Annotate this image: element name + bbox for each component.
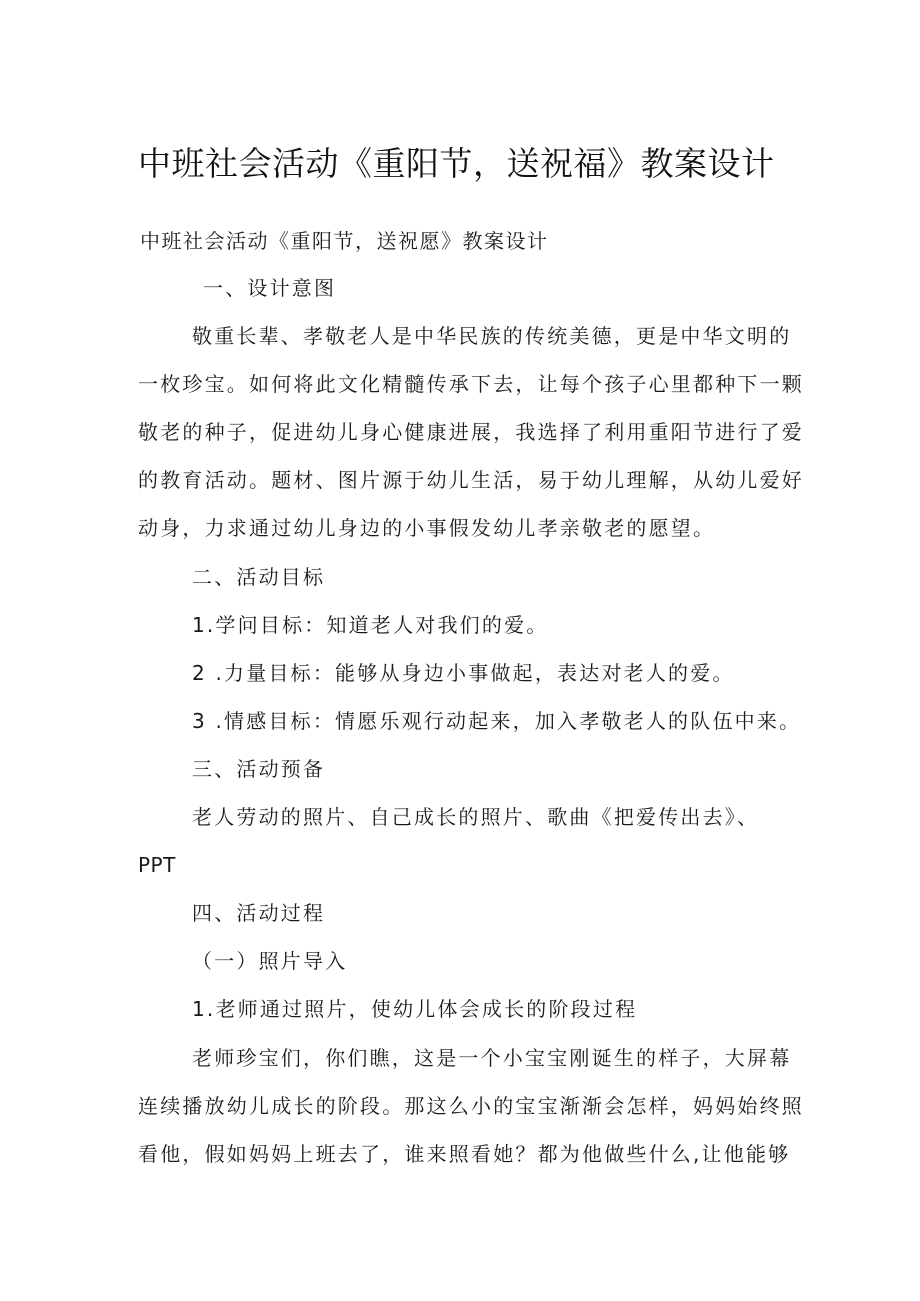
preparation-line: PPT [138, 853, 176, 877]
section-heading-process: 四、活动过程 [192, 901, 326, 925]
subsection-heading-photo-intro: （一）照片导入 [192, 949, 348, 973]
paragraph-line: 敬老的种子，促进幼儿身心健康进展，我选择了利用重阳节进行了爱 [138, 420, 804, 444]
section-heading-preparation: 三、活动预备 [192, 757, 326, 781]
paragraph-line: 动身，力求通过幼儿身边的小事假发幼儿孝亲敬老的愿望。 [138, 516, 716, 540]
paragraph-line: 一枚珍宝。如何将此文化精髓传承下去，让每个孩子心里都种下一颗 [138, 372, 804, 396]
document-title: 中班社会活动《重阳节，送祝福》教案设计 [138, 144, 775, 183]
document-subtitle: 中班社会活动《重阳节，送祝愿》教案设计 [140, 229, 549, 253]
preparation-line: 老人劳动的照片、自己成长的照片、歌曲《把爱传出去》、 [192, 805, 760, 829]
goal-item: 2 .力量目标：能够从身边小事做起，表达对老人的爱。 [192, 661, 735, 685]
section-heading-activity-goals: 二、活动目标 [192, 565, 326, 589]
paragraph-line: 连续播放幼儿成长的阶段。那这么小的宝宝渐渐会怎样，妈妈始终照 [138, 1094, 804, 1118]
goal-item: 3 .情感目标：情愿乐观行动起来，加入孝敬老人的队伍中来。 [192, 709, 802, 733]
goal-item: 1.学问目标：知道老人对我们的爱。 [192, 613, 549, 637]
step-item: 1.老师通过照片，使幼儿体会成长的阶段过程 [192, 997, 638, 1021]
paragraph-line: 老师珍宝们，你们瞧，这是一个小宝宝刚诞生的样子，大屏幕 [192, 1046, 792, 1070]
section-heading-design-intent: 一、设计意图 [203, 276, 337, 300]
paragraph-line: 看他，假如妈妈上班去了，谁来照看她？都为他做些什么,让他能够 [138, 1142, 791, 1166]
paragraph-line: 敬重长辈、孝敬老人是中华民族的传统美德，更是中华文明的 [192, 324, 792, 348]
paragraph-line: 的教育活动。题材、图片源于幼儿生活，易于幼儿理解，从幼儿爱好 [138, 468, 804, 492]
